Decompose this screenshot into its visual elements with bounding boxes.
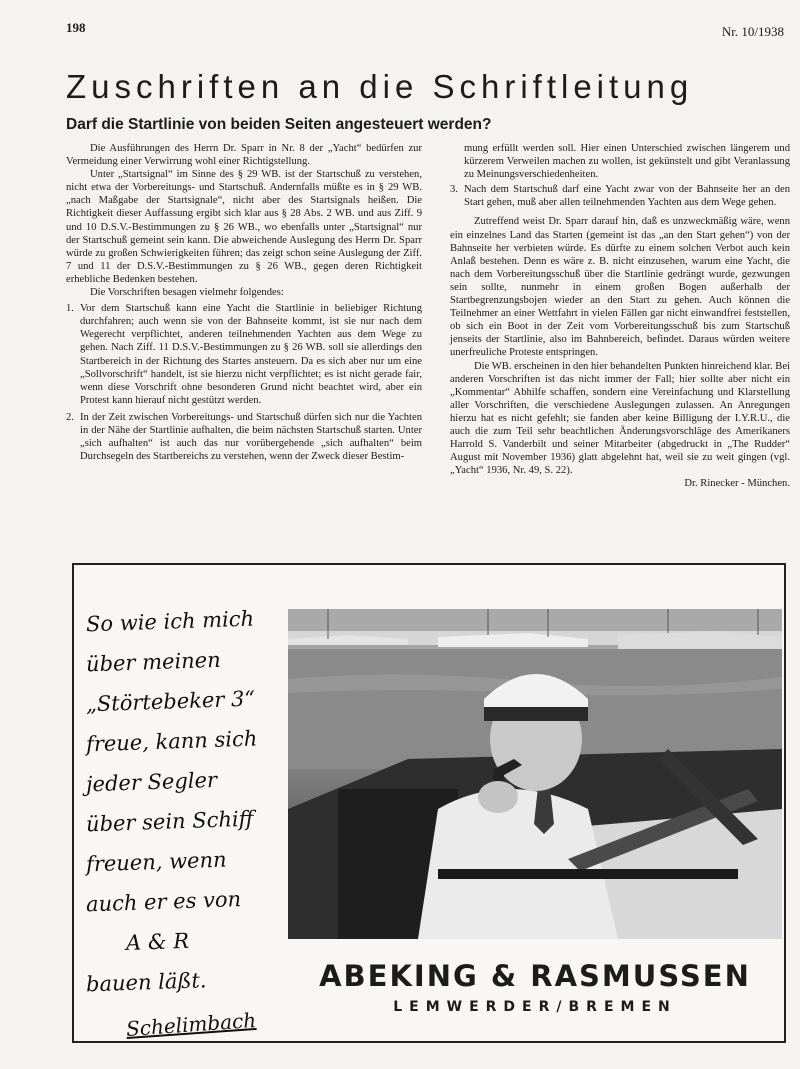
- handwriting-line: freue, kann sich: [85, 726, 258, 757]
- rules-list: [450, 183, 790, 209]
- handwritten-signature: Schelimbach: [125, 1007, 257, 1042]
- handwriting-line: bauen läßt.: [85, 968, 207, 997]
- photo-sailor-on-yacht: [288, 609, 782, 939]
- list-text: Nach dem Startschuß darf eine Yacht zwar von der Bahnseite her an den Start gehen, muß aber allen teilnehmenden Yachten aus dem Wege gehen.: [464, 184, 790, 209]
- list-text: Vor dem Startschuß kann eine Yacht die Startlinie in beliebiger Richtung durchfahren; auch wenn sie von der Bahnseite kommt, ist sie nur nach dem Wegerecht verpflichtet, anderen teilnehmenden Yachten aus dem Wege zu gehen. Nach Ziff. 11 D.S.V.-Bestimmungen zu § 26 WB. soll sie allerdings den Startbereich in der Richtung des Startes ansteuern. Da es sich aber nur um eine „Sollvorschrift“ handelt, ist sie hierzu nicht verpflichtet; es ist nicht gerade fair, wenn diese Vorschrift ohne besonderen Grund nicht beachtet wird, aber ein Protest kann hierauf nicht gestützt werden.: [80, 303, 422, 406]
- list-text: In der Zeit zwischen Vorbereitungs- und Startschuß dürfen sich nur die Yachten in der Nähe der Startlinie aufhalten, die beim nächsten Startschuß starten. Unter „sich aufhalten“ ist auch das nur vorübergehende „sich aufhalten“ beim Durchsegeln des Startbereichs zu verstehen, wenn der Zweck dieser Bestim-: [80, 411, 422, 463]
- advertisement: [72, 563, 786, 1043]
- handwriting-line: auch er es von: [85, 887, 242, 917]
- paragraph: Zutreffend weist Dr. Sparr darauf hin, daß es unzweckmäßig wäre, wenn ein einzelnes Land das Starten (gemeint ist das „an den Start gehen“) von der Bahnseite her verbieten würde. Es dürfte zu einem solchen Verbot auch kein Anlaß bestehen. Denn es wäre z. B. nicht einzusehen, warum eine Yacht, die nach dem Vorbereitungsschuß über die Startlinie gedrängt wurde, gezwungen sein sollte, nunmehr in einem großen Bogen außerhalb der Startbegrenzungsbojen wieder an den Start zu gehen. Auch können die Teilnehmer an einer Wettfahrt in vielen Fällen gar nicht einwandfrei feststellen, ob sich ein Boot in der Zeit vom Vorbereitungsschuß bis zum Startschuß jenseits der Startlinie, also im Bahnbereich, befindet. Daraus würden weitere unerfreuliche Proteste entspringen.: [450, 216, 790, 359]
- paragraph: Unter „Startsignal“ im Sinne des § 29 WB. ist der Startschuß zu verstehen, nicht etwa der Vorbereitungs- und Startschuß. Andernfalls müßte es in § 29 WB. „nach Maßgabe der Startsignale“, nicht aber des Startsignals heißen. Die Richtigkeit dieser Auffassung ergibt sich klar aus § 28 Abs. 2 WB. und aus Ziff. 9 und 10 D.S.V.-Bestimmungen zu § 26 WB., wo ebenfalls unter „Startsignal“ nur der Startschuß gemeint sein kann. Die abweichende Auslegung des Herrn Dr. Sparr würde zu großen Schwierigkeiten führen; das zeigt schon seine Auslegung der Ziff. 7 und 11 der D.S.V.-Bestimmungen zu § 26 WB., gegen deren Richtigkeit erhebliche Bedenken bestehen.: [66, 169, 422, 285]
- list-number: 3.: [450, 184, 458, 196]
- handwriting-line: freuen, wenn: [85, 847, 227, 877]
- list-item: [66, 411, 422, 463]
- handwriting-line: So wie ich mich: [85, 606, 255, 637]
- paragraph: Die Vorschriften besagen vielmehr folgendes:: [90, 287, 284, 299]
- handwriting-line: A & R: [125, 928, 190, 956]
- paragraph: Die Ausführungen des Herrn Dr. Sparr in Nr. 8 der „Yacht“ bedürfen zur Vermeidung einer Verwirrung wohl einer Richtigstellung.: [66, 143, 422, 168]
- page-number: 198: [66, 20, 86, 35]
- brand-name: ABEKING & RASMUSSEN: [319, 959, 751, 993]
- handwriting-line: über meinen: [85, 647, 222, 677]
- rules-list: [66, 302, 422, 463]
- list-item: [66, 302, 422, 407]
- page-title: Zuschriften an die Schriftleitung: [66, 68, 694, 105]
- list-number: 2.: [66, 411, 74, 423]
- article-subtitle: Darf die Startlinie von beiden Seiten angesteuert werden?: [66, 116, 492, 133]
- handwriting-line: jeder Segler: [85, 767, 218, 797]
- photo-illustration: [288, 609, 782, 939]
- list-number: 1.: [66, 303, 74, 315]
- brand-location: LEMWERDER/BREMEN: [393, 999, 677, 1015]
- handwriting-line: „Störtebeker 3“: [85, 686, 256, 717]
- right-column: [450, 142, 790, 490]
- list-item: [450, 183, 790, 209]
- paragraph: Die WB. erscheinen in den hier behandelten Punkten hinreichend klar. Bei anderen Vorschriften ist das nicht immer der Fall; hier sollte aber nicht ein „Kommentar“ Abhilfe schaffen, sondern eine Vereinfachung und Klarstellung aller Vorschriften, die verschiedene Auslegungen zulassen. An Anregungen hierzu hat es nicht gefehlt; sie fanden aber keine Billigung der I.Y.R.U., die auch die zum Teil sehr beachtlichen Änderungsvorschläge des Amerikaners Harrold S. Vanderbilt und seiner Mitarbeiter (abgedruckt in „The Rudder“ August mit November 1936) glatt abgelehnt hat, weil sie zu weit gingen (vgl. „Yacht“ 1936, Nr. 49, S. 22).: [450, 360, 790, 477]
- handwriting-line: über sein Schiff: [85, 806, 254, 837]
- author-signature: Dr. Rinecker - München.: [684, 478, 790, 490]
- issue-number: Nr. 10/1938: [721, 24, 784, 39]
- handwritten-quote: [86, 601, 282, 1045]
- paragraph: mung erfüllt werden soll. Hier einen Unterschied zwischen längerem und kürzerem Verweilen machen zu wollen, ist gekünstelt und gibt Veranlassung zu Meinungsverschiedenheiten.: [464, 143, 790, 181]
- left-column: [66, 142, 422, 467]
